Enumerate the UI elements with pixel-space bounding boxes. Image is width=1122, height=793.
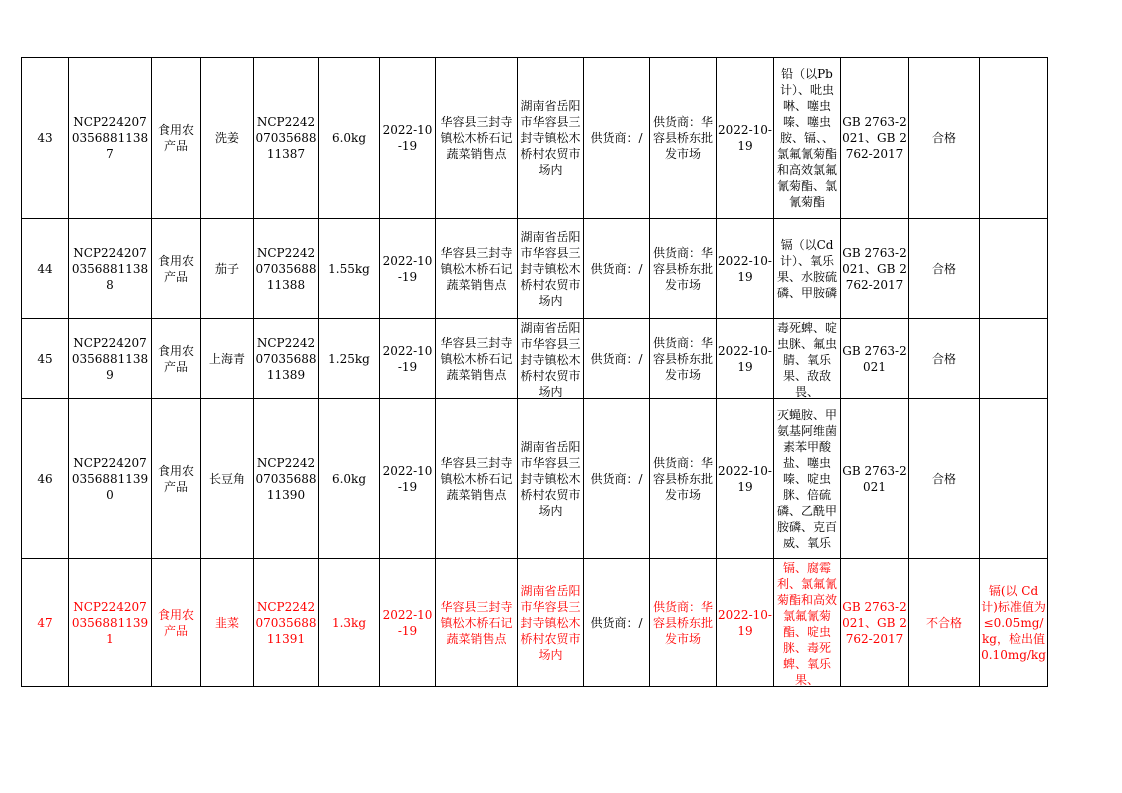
category-cell: [152, 219, 201, 319]
result-cell-text: 合格: [931, 261, 956, 276]
supplier-address-cell-text: 供货商：华容县桥东批发市场: [652, 245, 713, 292]
test-items-cell: [774, 319, 841, 399]
standard-cell: [841, 58, 909, 219]
seller-cell-text: 华容县三封寺镇松木桥石记蔬菜销售点: [440, 335, 513, 382]
supply-date-cell: [717, 559, 774, 687]
seller-cell-text: 华容县三封寺镇松木桥石记蔬菜销售点: [440, 599, 513, 646]
result-cell: [909, 399, 980, 559]
supplier-cell: [584, 399, 650, 559]
inspection-results-table: [21, 57, 1048, 687]
row-number-cell: [22, 559, 69, 687]
supplier-address-cell-text: 供货商：华容县桥东批发市场: [652, 115, 713, 161]
test-items-cell-text: 毒死蜱、啶虫脒、氟虫腈、氧乐果、敌敌畏、: [776, 320, 837, 398]
standard-cell-text: GB 2763-2021: [842, 463, 907, 494]
sampling-date-cell-text: 2022-10-19: [382, 123, 433, 153]
test-items-cell: [774, 559, 841, 687]
supplier-address-cell: [650, 58, 717, 219]
supply-date-cell: [717, 319, 774, 399]
sampling-date-cell-text: 2022-10-19: [382, 607, 433, 638]
supply-date-cell-text: 2022-10-19: [718, 123, 772, 153]
test-items-cell-text: 灭蝇胺、甲氨基阿维菌素苯甲酸盐、噻虫嗪、啶虫脒、倍硫磷、乙酰甲胺磷、克百威、氧乐: [776, 407, 837, 550]
row-number-cell: [22, 58, 69, 219]
supplier-address-cell-text: 供货商：华容县桥东批发市场: [652, 335, 713, 382]
sampling-date-cell-text: 2022-10-19: [382, 463, 433, 494]
sample-id-cell-text: NCP22420703568811390: [71, 455, 149, 502]
product-name-cell: [201, 399, 254, 559]
quantity-cell: [319, 58, 380, 219]
sample-id-cell: [69, 219, 152, 319]
result-cell: [909, 219, 980, 319]
row-number-cell-text: 45: [37, 351, 53, 366]
supply-date-cell-text: 2022-10-19: [718, 463, 772, 494]
standard-cell: [841, 399, 909, 559]
remarks-cell: [980, 399, 1048, 559]
product-name-cell: [201, 319, 254, 399]
category-cell: [152, 559, 201, 687]
seller-cell-text: 华容县三封寺镇松木桥石记蔬菜销售点: [440, 245, 513, 292]
supplier-address-cell-text: 供货商：华容县桥东批发市场: [652, 599, 713, 646]
remarks-cell: [980, 559, 1048, 687]
product-name-cell: [201, 58, 254, 219]
sample-id-cell: [69, 58, 152, 219]
quantity-cell-text: 1.25kg: [328, 351, 370, 366]
category-cell: [152, 58, 201, 219]
result-cell-text: 合格: [931, 471, 956, 486]
test-items-cell: [774, 399, 841, 559]
quantity-cell-text: 6.0kg: [331, 471, 367, 486]
address-cell: [518, 319, 584, 399]
supplier-cell-text: 供货商：/: [590, 261, 643, 276]
product-name-cell-text: 茄子: [214, 261, 239, 276]
supplier-cell: [584, 319, 650, 399]
test-items-cell-text: 镉（以Cd计）、氧乐果、水胺硫磷、甲胺磷: [776, 237, 837, 300]
batch-id-cell-text: NCP22420703568811391: [255, 599, 317, 646]
table-row: [22, 399, 1048, 559]
standard-cell-text: GB 2763-2021、GB 2762-2017: [842, 599, 907, 646]
supplier-address-cell: [650, 319, 717, 399]
batch-id-cell-text: NCP22420703568811388: [255, 245, 317, 292]
sampling-date-cell-text: 2022-10-19: [382, 343, 433, 374]
test-items-cell: [774, 219, 841, 319]
supplier-address-cell: [650, 399, 717, 559]
result-cell: [909, 319, 980, 399]
batch-id-cell: [254, 559, 319, 687]
sampling-date-cell: [380, 559, 436, 687]
sample-id-cell-text: NCP22420703568811389: [71, 335, 149, 382]
batch-id-cell-text: NCP22420703568811390: [255, 455, 317, 502]
sampling-date-cell: [380, 58, 436, 219]
result-cell-text: 合格: [931, 351, 956, 366]
row-number-cell: [22, 219, 69, 319]
sample-id-cell: [69, 399, 152, 559]
remarks-cell: [980, 58, 1048, 219]
standard-cell: [841, 219, 909, 319]
test-items-cell: [774, 58, 841, 219]
result-cell-text: 合格: [931, 131, 956, 145]
supply-date-cell-text: 2022-10-19: [718, 253, 772, 284]
product-name-cell: [201, 219, 254, 319]
category-cell-text: 食用农产品: [157, 343, 194, 374]
row-number-cell: [22, 319, 69, 399]
test-items-cell-text: 铅（以Pb计）、吡虫啉、噻虫嗪、噻虫胺、镉、、氯氟氰菊酯和高效氯氟氰菊酯、氯氰菊酯: [776, 67, 837, 209]
quantity-cell: [319, 319, 380, 399]
address-cell: [518, 219, 584, 319]
category-cell-text: 食用农产品: [157, 463, 194, 494]
standard-cell-text: GB 2763-2021、GB 2762-2017: [842, 245, 907, 292]
batch-id-cell-text: NCP22420703568811389: [255, 335, 317, 382]
quantity-cell: [319, 219, 380, 319]
row-number-cell-text: 44: [37, 261, 53, 276]
supplier-cell: [584, 58, 650, 219]
seller-cell: [436, 219, 518, 319]
sampling-date-cell: [380, 399, 436, 559]
row-number-cell: [22, 399, 69, 559]
batch-id-cell: [254, 319, 319, 399]
seller-cell: [436, 58, 518, 219]
result-cell-text: 不合格: [925, 615, 962, 630]
supplier-cell-text: 供货商：/: [590, 131, 643, 145]
standard-cell-text: GB 2763-2021: [842, 343, 907, 374]
product-name-cell-text: 上海青: [208, 351, 245, 366]
supplier-address-cell-text: 供货商：华容县桥东批发市场: [652, 455, 713, 502]
table-row: [22, 319, 1048, 399]
address-cell: [518, 58, 584, 219]
supply-date-cell: [717, 399, 774, 559]
seller-cell: [436, 399, 518, 559]
seller-cell: [436, 319, 518, 399]
address-cell-text: 湖南省岳阳市华容县三封寺镇松木桥村农贸市场内: [520, 320, 581, 398]
product-name-cell: [201, 559, 254, 687]
address-cell-text: 湖南省岳阳市华容县三封寺镇松木桥村农贸市场内: [520, 229, 581, 308]
batch-id-cell: [254, 219, 319, 319]
supplier-address-cell: [650, 219, 717, 319]
sample-id-cell: [69, 319, 152, 399]
sample-id-cell-text: NCP22420703568811391: [71, 599, 149, 646]
quantity-cell-text: 6.0kg: [331, 131, 367, 145]
supplier-cell-text: 供货商：/: [590, 615, 643, 630]
row-number-cell-text: 47: [37, 615, 53, 630]
table-row: [22, 219, 1048, 319]
batch-id-cell-text: NCP22420703568811387: [255, 115, 317, 161]
category-cell: [152, 319, 201, 399]
quantity-cell-text: 1.55kg: [328, 261, 370, 276]
sampling-date-cell: [380, 219, 436, 319]
result-cell: [909, 559, 980, 687]
standard-cell-text: GB 2763-2021、GB 2762-2017: [842, 115, 907, 161]
test-items-cell-text: 镉、腐霉利、氯氟氰菊酯和高效氯氟氰菊酯、啶虫脒、毒死蜱、氧乐果、: [776, 560, 837, 686]
supply-date-cell-text: 2022-10-19: [718, 607, 772, 638]
supplier-cell: [584, 219, 650, 319]
address-cell-text: 湖南省岳阳市华容县三封寺镇松木桥村农贸市场内: [520, 439, 581, 518]
product-name-cell-text: 韭菜: [214, 615, 239, 630]
seller-cell-text: 华容县三封寺镇松木桥石记蔬菜销售点: [440, 455, 513, 502]
supplier-cell-text: 供货商：/: [590, 471, 643, 486]
seller-cell: [436, 559, 518, 687]
remarks-cell: [980, 219, 1048, 319]
supply-date-cell-text: 2022-10-19: [718, 343, 772, 374]
category-cell: [152, 399, 201, 559]
remarks-cell: [980, 319, 1048, 399]
remarks-cell-text: 镉(以 Cd计)标准值为≤0.05mg/kg，检出值0.10mg/kg: [981, 583, 1046, 662]
standard-cell: [841, 559, 909, 687]
category-cell-text: 食用农产品: [157, 253, 194, 284]
address-cell: [518, 559, 584, 687]
sample-id-cell-text: NCP22420703568811387: [71, 115, 149, 161]
category-cell-text: 食用农产品: [157, 607, 194, 638]
batch-id-cell: [254, 58, 319, 219]
sample-id-cell-text: NCP22420703568811388: [71, 245, 149, 292]
quantity-cell: [319, 559, 380, 687]
batch-id-cell: [254, 399, 319, 559]
supplier-cell-text: 供货商：/: [590, 351, 643, 366]
sampling-date-cell: [380, 319, 436, 399]
seller-cell-text: 华容县三封寺镇松木桥石记蔬菜销售点: [440, 115, 513, 161]
supplier-address-cell: [650, 559, 717, 687]
sample-id-cell: [69, 559, 152, 687]
row-number-cell-text: 46: [37, 471, 53, 486]
sampling-date-cell-text: 2022-10-19: [382, 253, 433, 284]
table-row: [22, 58, 1048, 219]
table-row: [22, 559, 1048, 687]
product-name-cell-text: 洗姜: [214, 131, 239, 145]
product-name-cell-text: 长豆角: [208, 471, 245, 486]
supply-date-cell: [717, 58, 774, 219]
address-cell-text: 湖南省岳阳市华容县三封寺镇松木桥村农贸市场内: [520, 583, 581, 662]
category-cell-text: 食用农产品: [157, 123, 194, 153]
supplier-cell: [584, 559, 650, 687]
quantity-cell-text: 1.3kg: [331, 615, 367, 630]
supply-date-cell: [717, 219, 774, 319]
address-cell-text: 湖南省岳阳市华容县三封寺镇松木桥村农贸市场内: [520, 99, 581, 177]
address-cell: [518, 399, 584, 559]
standard-cell: [841, 319, 909, 399]
quantity-cell: [319, 399, 380, 559]
row-number-cell-text: 43: [37, 131, 53, 145]
result-cell: [909, 58, 980, 219]
